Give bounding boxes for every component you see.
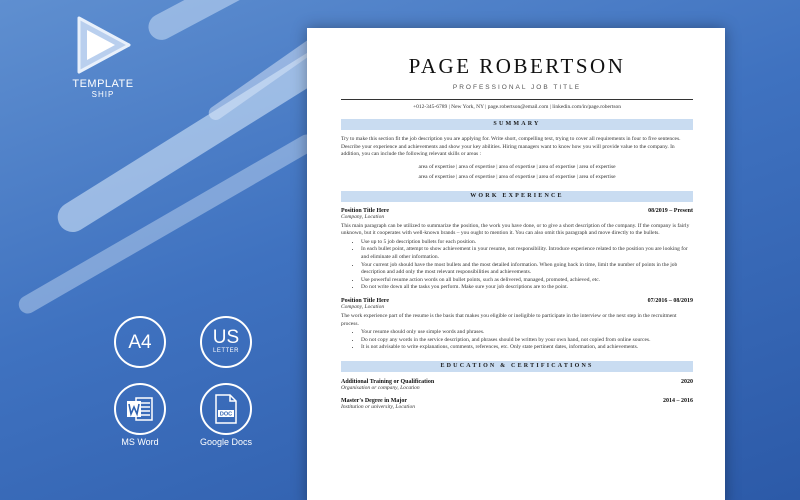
education-org: Institution or university, Location: [341, 403, 415, 410]
brand-name: TEMPLATE: [72, 78, 134, 90]
google-docs-icon: [214, 394, 238, 424]
skills-list: [341, 162, 693, 182]
list-item: • Use up to 5 job description bullets for each position.: [361, 239, 693, 247]
ms-word-icon: [125, 395, 155, 423]
badge-label: US: [212, 327, 240, 348]
resume-page: [307, 28, 725, 500]
job-dates: 07/2016 – 08/2019: [647, 297, 693, 304]
job-title: Position Title Here: [341, 207, 389, 214]
skills-row: area of expertise | area of expertise | area of expertise | area of expertise | area of expertise: [418, 163, 616, 170]
play-logo-icon: [73, 14, 133, 76]
job-description: This main paragraph can be utilized to summarize the position, the work you have done, or to give a short description of the company. If the company is fairly unknown, but it cooperates with well-known brands – you ought to mention it. You can also omit this paragraph and move directly to the bullets.: [341, 222, 690, 237]
doc-icon-text: DOC: [219, 411, 233, 418]
list-item: • Use powerful resume action words on all bullet points, such as delivered, managed, promoted, achieved, etc.: [361, 277, 693, 285]
job-title: Position Title Here: [341, 297, 389, 304]
education-heading: EDUCATION & CERTIFICATIONS: [341, 361, 693, 372]
resume-name: PAGE ROBERTSON: [408, 54, 626, 78]
brand-logo: [68, 14, 138, 99]
list-item: • Do not copy any words in the service description, and phrases should be written by your own hand, not copied from online sources.: [361, 337, 693, 345]
summary-heading: SUMMARY: [341, 119, 693, 130]
job-bullets: [341, 329, 693, 352]
education-title: Additional Training or Qualification: [341, 378, 435, 385]
work-experience-heading: WORK EXPERIENCE: [341, 191, 693, 202]
skills-row: area of expertise | area of expertise | area of expertise | area of expertise | area of expertise: [418, 173, 616, 180]
summary-text: Try to make this section fit the job description you are applying for. Write short, compelling text, trying to cover all requirements in four to five sentences. Describe your experience and achievements and show your key abilities. Hiring managers want to know how you will provide value to the company. In addition, you can include the following relevant skills or areas :: [341, 136, 681, 158]
google-docs-label: Google Docs: [199, 437, 253, 447]
job-bullets: [341, 239, 693, 292]
job-company: Company, Location: [341, 303, 385, 310]
education-year: 2020: [681, 378, 693, 385]
education-org: Organisation or company, Location: [341, 384, 420, 391]
google-docs-badge: [200, 383, 252, 435]
ms-word-label: MS Word: [121, 437, 159, 447]
job-description: The work experience part of the resume is the basis that makes you eligible or ineligible to participate in the interview or the next step in the recruitment process.: [341, 312, 677, 327]
education-year: 2014 – 2016: [663, 397, 693, 404]
ms-word-badge: [114, 383, 166, 435]
a4-badge: [114, 316, 166, 368]
job-entry: [341, 298, 693, 352]
list-item: • Your resume should only use simple words and phrases.: [361, 329, 693, 337]
education-entry: [341, 398, 693, 410]
brand-sub: SHIP: [91, 90, 115, 99]
list-item: • Your current job should have the most bullets and the most detailed information. When going back in time, limit the number of points in the job description and add only the most relevant responsibilities and achievements.: [361, 262, 693, 277]
contact-line: +012-345-6789 | New York, NY | page.robertson@email.com | linkedin.com/in/page.robertson: [412, 104, 621, 110]
job-company: Company, Location: [341, 213, 385, 220]
us-letter-badge: [200, 316, 252, 368]
badge-label: A4: [128, 332, 152, 353]
list-item: • It is not advisable to write explanations, comments, references, etc. Only state pertinent dates, information, and achievements.: [361, 344, 693, 352]
badge-sub-label: LETTER: [212, 348, 239, 354]
divider: [341, 99, 693, 100]
list-item: • In each bullet point, attempt to show achievement in your resume, not responsibility. Introduce experience related to the position you are looking for and eliminate all other information.: [361, 246, 693, 261]
list-item: • Do not write down all the tasks you perform. Make sure your job descriptions are to the point.: [361, 284, 693, 292]
resume-job-title: PROFESSIONAL JOB TITLE: [452, 84, 582, 91]
education-title: Master's Degree in Major: [341, 397, 408, 404]
job-entry: [341, 208, 693, 292]
education-entry: [341, 379, 693, 391]
job-dates: 08/2019 – Present: [648, 207, 693, 214]
